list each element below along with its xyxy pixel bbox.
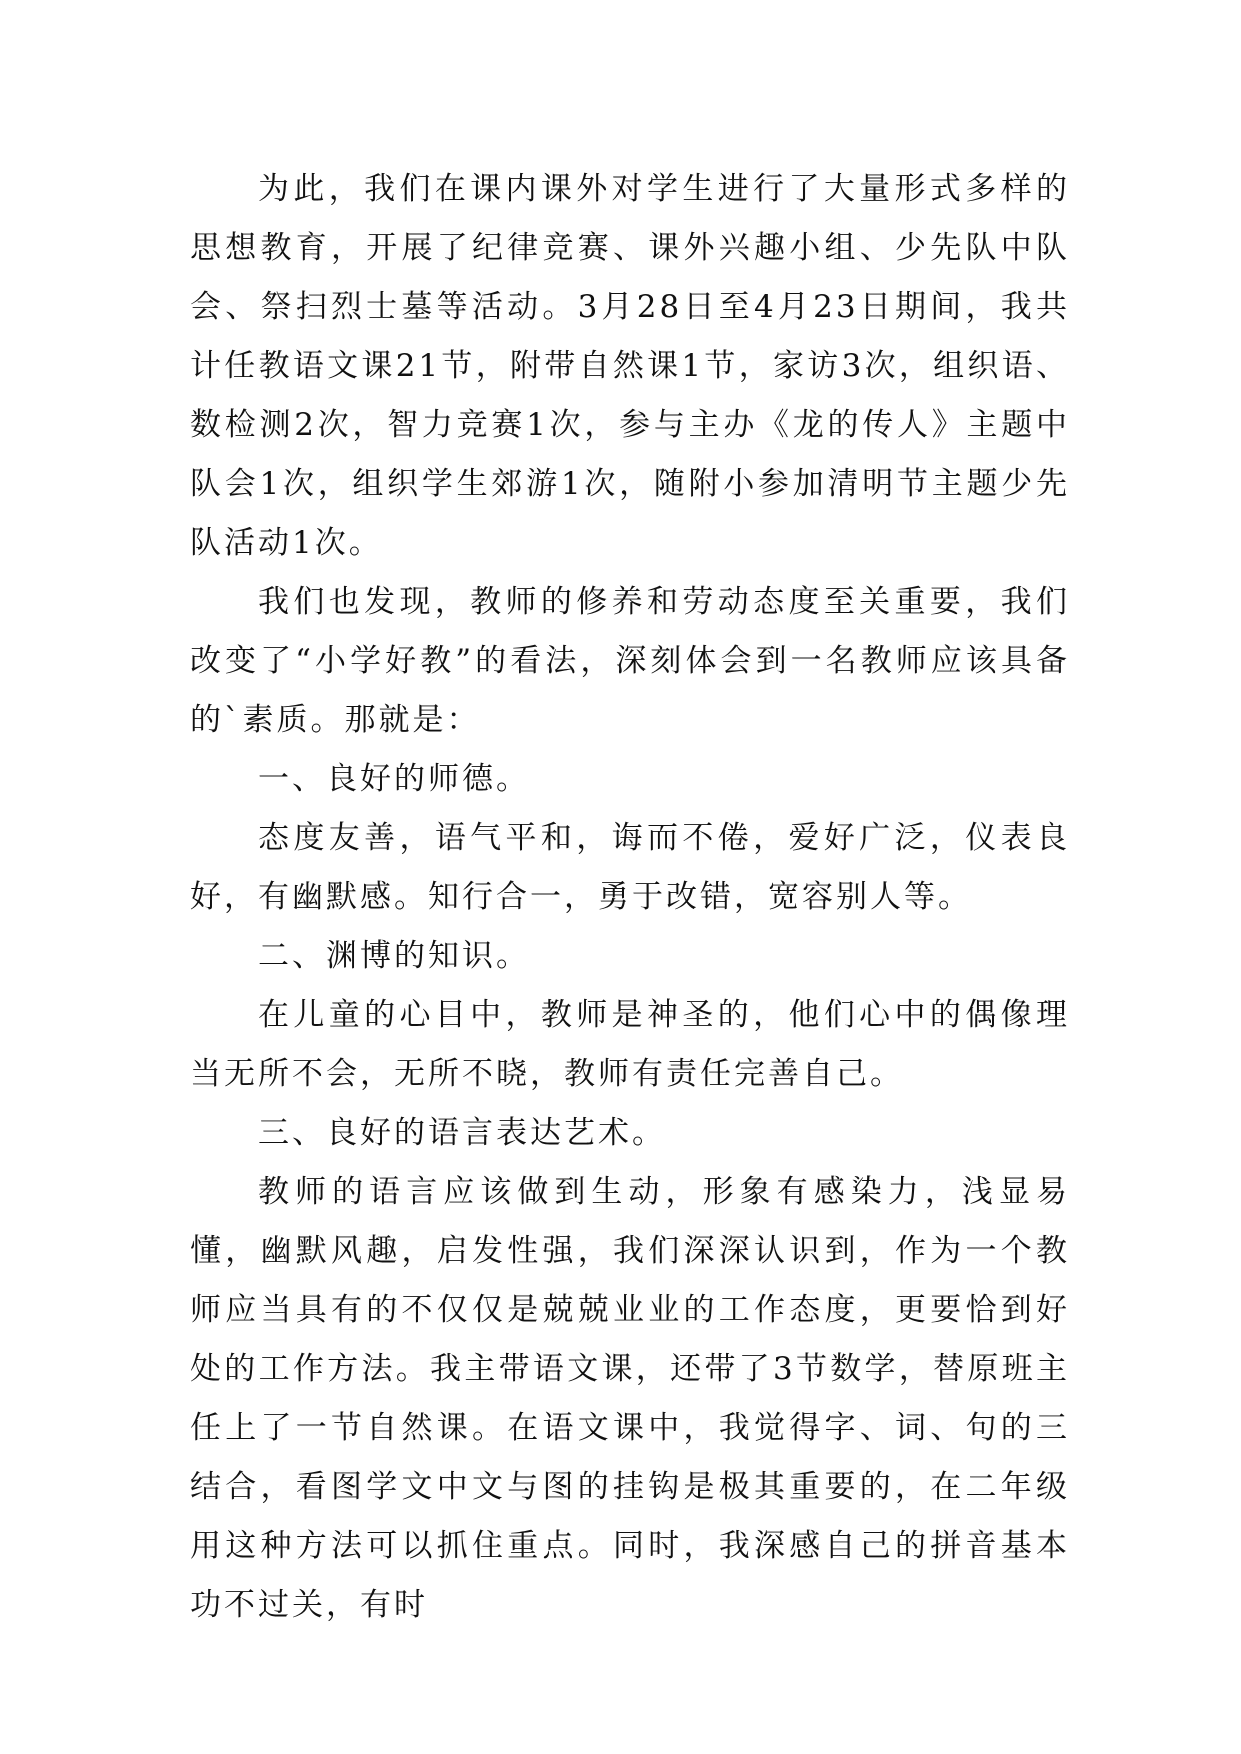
document-body xyxy=(190,160,1070,1635)
heading-knowledge: 二、渊博的知识。 xyxy=(258,938,530,974)
paragraph-virtue: 态度友善，语气平和，诲而不倦，爱好广泛，仪表良好，有幽默感。知行合一，勇于改错，宽容别人等。 xyxy=(190,820,1070,915)
heading-virtue: 一、良好的师德。 xyxy=(258,761,530,797)
heading-language: 三、良好的语言表达艺术。 xyxy=(258,1115,666,1151)
paragraph-knowledge: 在儿童的心目中，教师是神圣的，他们心中的偶像理当无所不会，无所不晓，教师有责任完善自己。 xyxy=(190,997,1070,1092)
paragraph-language: 教师的语言应该做到生动，形象有感染力，浅显易懂，幽默风趣，启发性强，我们深深认识到，作为一个教师应当具有的不仅仅是兢兢业业的工作态度，更要恰到好处的工作方法。我主带语文课，还带了3节数学，替原班主任上了一节自然课。在语文课中，我觉得字、词、句的三结合，看图学文中文与图的挂钩是极其重要的，在二年级用这种方法可以抓住重点。同时，我深感自己的拼音基本功不过关，有时 xyxy=(190,1174,1070,1623)
paragraph-activities: 为此，我们在课内课外对学生进行了大量形式多样的思想教育，开展了纪律竞赛、课外兴趣小组、少先队中队会、祭扫烈士墓等活动。3月28日至4月23日期间，我共计任教语文课21节，附带自然课1节，家访3次，组织语、数检测2次，智力竞赛1次，参与主办《龙的传人》主题中队会1次，组织学生郊游1次，随附小参加清明节主题少先队活动1次。 xyxy=(190,171,1070,561)
paragraph-teacher-qualities: 我们也发现，教师的修养和劳动态度至关重要，我们改变了“小学好教”的看法，深刻体会到一名教师应该具备的`素质。那就是： xyxy=(190,584,1070,738)
